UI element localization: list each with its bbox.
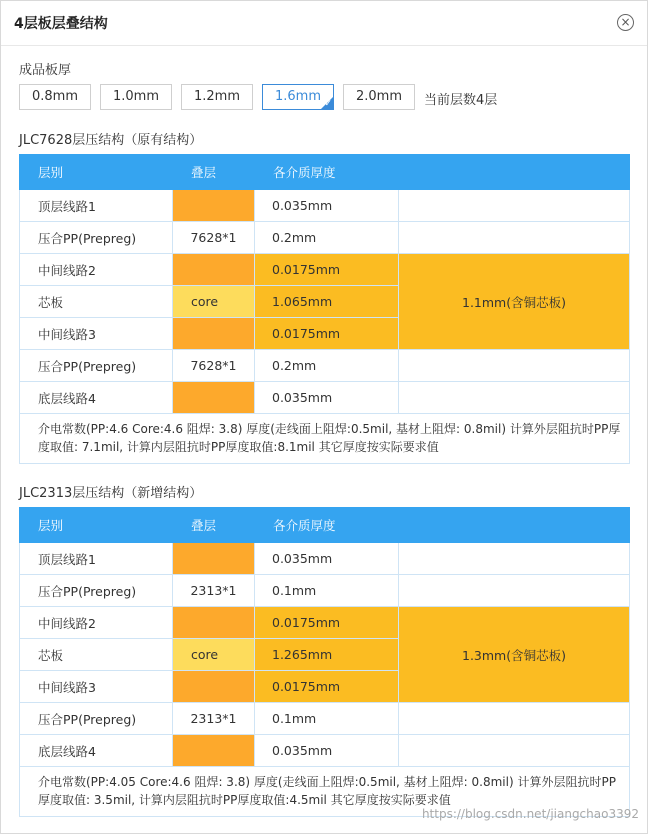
empty-cell (399, 575, 630, 607)
layer-thickness: 0.1mm (255, 575, 399, 607)
col-layer: 层别 (20, 155, 173, 190)
table-header (20, 508, 630, 543)
thickness-option-label: 1.6mm (274, 89, 321, 104)
close-icon[interactable]: × (617, 14, 634, 31)
table-note: 介电常数(PP:4.6 Core:4.6 阻焊: 3.8) 厚度(走线面上阻焊:0.5mil, 基材上阻焊: 0.8mil) 计算外层阻抗时PP厚度取值: 7.1mil, 计算内层阻抗时PP厚度取值:8.1mil 其它厚度按实际要求值 (20, 414, 630, 464)
empty-cell (399, 703, 630, 735)
copper-swatch (173, 254, 255, 286)
dialog-title: 4层板层叠结构 (14, 16, 108, 32)
layer-thickness: 1.065mm (255, 286, 399, 318)
col-stack: 叠层 (173, 508, 255, 543)
copper-swatch (173, 671, 255, 703)
layer-thickness: 1.265mm (255, 639, 399, 671)
col-stack: 叠层 (173, 155, 255, 190)
table1-title: JLC7628层压结构（原有结构） (19, 133, 203, 148)
thickness-option-0-8[interactable]: 0.8mm (19, 84, 91, 110)
layer-name: 芯板 (20, 639, 173, 671)
layer-thickness: 0.035mm (255, 382, 399, 414)
thickness-option-1-0[interactable]: 1.0mm (100, 84, 172, 110)
watermark: https://blog.csdn.net/jiangchao3392 (421, 807, 639, 821)
core-swatch: core (173, 286, 255, 318)
table-row (20, 222, 630, 254)
layer-thickness: 0.035mm (255, 190, 399, 222)
empty-cell (399, 382, 630, 414)
layer-name: 中间线路2 (20, 254, 173, 286)
stackup-table-7628 (19, 154, 630, 464)
layer-thickness: 0.2mm (255, 350, 399, 382)
table-row (20, 703, 630, 735)
table-header (20, 155, 630, 190)
check-icon: ✓ (324, 99, 332, 109)
copper-swatch (173, 607, 255, 639)
empty-cell (399, 222, 630, 254)
layer-name: 压合PP(Prepreg) (20, 703, 173, 735)
layer-thickness: 0.1mm (255, 703, 399, 735)
layer-name: 顶层线路1 (20, 190, 173, 222)
table-row (20, 607, 630, 639)
layer-name: 中间线路3 (20, 671, 173, 703)
col-layer: 层别 (20, 508, 173, 543)
layer-thickness: 0.0175mm (255, 607, 399, 639)
dialog-header (1, 1, 647, 46)
copper-swatch (173, 190, 255, 222)
col-total (399, 508, 630, 543)
thickness-option-1-6[interactable] (262, 84, 334, 110)
current-layer-count: 当前层数4层 (424, 93, 498, 108)
layer-thickness: 0.0175mm (255, 318, 399, 350)
core-total: 1.3mm(含铜芯板) (399, 607, 630, 703)
col-total (399, 155, 630, 190)
copper-swatch (173, 543, 255, 575)
layer-name: 压合PP(Prepreg) (20, 222, 173, 254)
layer-thickness: 0.0175mm (255, 254, 399, 286)
table-row (20, 543, 630, 575)
stackup-table-2313 (19, 507, 630, 817)
layer-name: 中间线路2 (20, 607, 173, 639)
layer-name: 底层线路4 (20, 735, 173, 767)
core-total: 1.1mm(含铜芯板) (399, 254, 630, 350)
layer-name: 顶层线路1 (20, 543, 173, 575)
table-row (20, 350, 630, 382)
layer-stack: 7628*1 (173, 350, 255, 382)
thickness-option-1-2[interactable]: 1.2mm (181, 84, 253, 110)
layer-name: 中间线路3 (20, 318, 173, 350)
thickness-label: 成品板厚 (19, 63, 72, 78)
empty-cell (399, 190, 630, 222)
table-row (20, 254, 630, 286)
layer-stack: 7628*1 (173, 222, 255, 254)
table2-title: JLC2313层压结构（新增结构） (19, 486, 203, 501)
table-row (20, 575, 630, 607)
core-swatch: core (173, 639, 255, 671)
empty-cell (399, 350, 630, 382)
col-thickness: 各介质厚度 (255, 155, 399, 190)
empty-cell (399, 543, 630, 575)
layer-stack: 2313*1 (173, 703, 255, 735)
layer-thickness: 0.035mm (255, 735, 399, 767)
layer-name: 压合PP(Prepreg) (20, 575, 173, 607)
layer-name: 压合PP(Prepreg) (20, 350, 173, 382)
copper-swatch (173, 382, 255, 414)
layer-thickness: 0.0175mm (255, 671, 399, 703)
copper-swatch (173, 735, 255, 767)
table-note: 介电常数(PP:4.05 Core:4.6 阻焊: 3.8) 厚度(走线面上阻焊:0.5mil, 基材上阻焊: 0.8mil) 计算外层阻抗时PP厚度取值: 3.5mil, 计算内层阻抗时PP厚度取值:4.5mil 其它厚度按实际要求值 (20, 767, 630, 817)
table-row (20, 190, 630, 222)
layer-thickness: 0.2mm (255, 222, 399, 254)
col-thickness: 各介质厚度 (255, 508, 399, 543)
layer-stack: 2313*1 (173, 575, 255, 607)
thickness-option-2-0[interactable]: 2.0mm (343, 84, 415, 110)
layer-name: 底层线路4 (20, 382, 173, 414)
table-row (20, 735, 630, 767)
empty-cell (399, 735, 630, 767)
layer-name: 芯板 (20, 286, 173, 318)
layer-thickness: 0.035mm (255, 543, 399, 575)
copper-swatch (173, 318, 255, 350)
table-row (20, 382, 630, 414)
table-note-row (20, 414, 630, 464)
